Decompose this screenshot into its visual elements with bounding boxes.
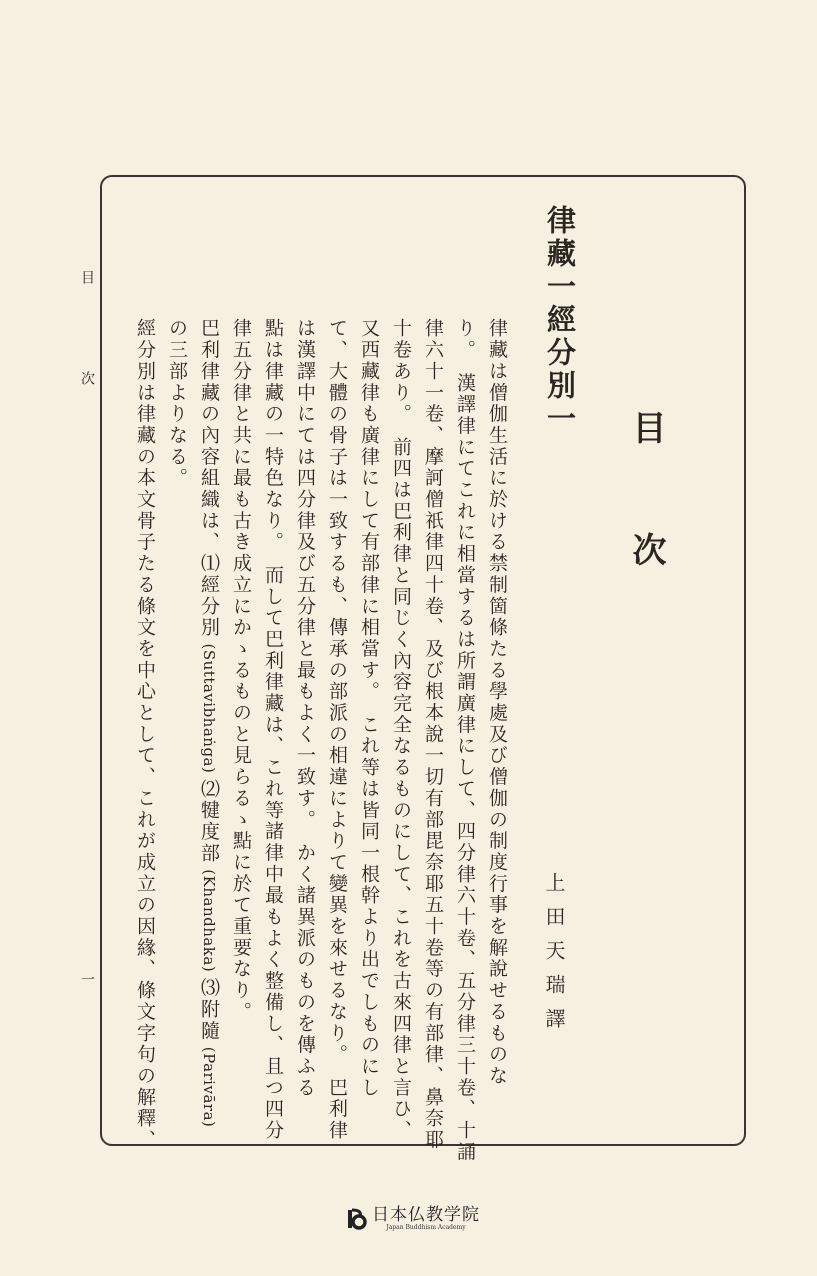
col10-part: ⑵犍度部 bbox=[198, 778, 220, 865]
body-column-11: の三部よりなる。 bbox=[166, 318, 188, 489]
col10-latin: (Parivāra) bbox=[200, 1041, 218, 1128]
body-column-1: 律藏は僧伽生活に於ける禁制箇條たる學處及び僧伽の制度行事を解說せるものな bbox=[486, 318, 508, 1087]
logo-english-text: Japan Buddhism Academy bbox=[386, 1224, 466, 1231]
publisher-logo bbox=[346, 1206, 480, 1231]
body-column-6: て、大體の骨子は一致するも、傳承の部派の相違によりて變異を來せるなり。 巴利律 bbox=[326, 318, 348, 1142]
margin-label-middle: 次 bbox=[79, 371, 95, 385]
col10-part: ⑶附隨 bbox=[198, 977, 220, 1042]
body-column-2: り。 漢譯律にてこれに相當するは所謂廣律にして、四分律六十卷、五分律三十卷、十誦 bbox=[454, 318, 476, 1163]
body-column-5: 又西藏律も廣律にして有部律に相當す。 これ等は皆同一根幹より出でしものにし bbox=[358, 318, 380, 1099]
body-column-9: 律五分律と共に最も古き成立にかゝるものと見らるゝ點に於て重要なり。 bbox=[230, 318, 252, 1023]
col10-latin: (Suttavibhaṅga) bbox=[200, 638, 218, 779]
logo-mark-icon bbox=[346, 1208, 368, 1230]
body-column-12: 經分別は律藏の本文骨子たる條文を中心として、これが成立の因緣、條文字句の解釋、 bbox=[134, 318, 156, 1151]
col10-part: 巴利律藏の內容組織は、⑴經分別 bbox=[198, 318, 220, 639]
page-number: 一 bbox=[79, 972, 95, 986]
logo-japanese-text: 日本仏教学院 bbox=[372, 1205, 480, 1225]
translator-credit: 上田天瑞譯 bbox=[542, 872, 566, 1042]
body-column-4: 十卷あり。 前四は巴利律と同じく內容完全なるものにして、これを古來四律と言ひ、 bbox=[390, 318, 412, 1142]
body-column-3: 律六十一卷、摩訶僧祇律四十卷、及び根本說一切有部毘奈耶五十卷等の有部律、鼻奈耶 bbox=[422, 318, 444, 1151]
body-column-8: 點は律藏の一特色なり。 而して巴利律藏は、これ等諸律中最もよく整備し、且つ四分 bbox=[262, 318, 284, 1142]
page-title: 目次 bbox=[626, 410, 666, 654]
body-column-7: は漢譯中にては四分律及び五分律と最もよく一致す。 かく諸異派のものを傳ふる bbox=[294, 318, 316, 1099]
section-heading: 律藏一經分別一 bbox=[543, 205, 577, 436]
col10-latin: (Khandhaka) bbox=[200, 864, 218, 978]
body-column-10 bbox=[198, 318, 223, 1128]
margin-label-top: 目 bbox=[79, 270, 95, 284]
